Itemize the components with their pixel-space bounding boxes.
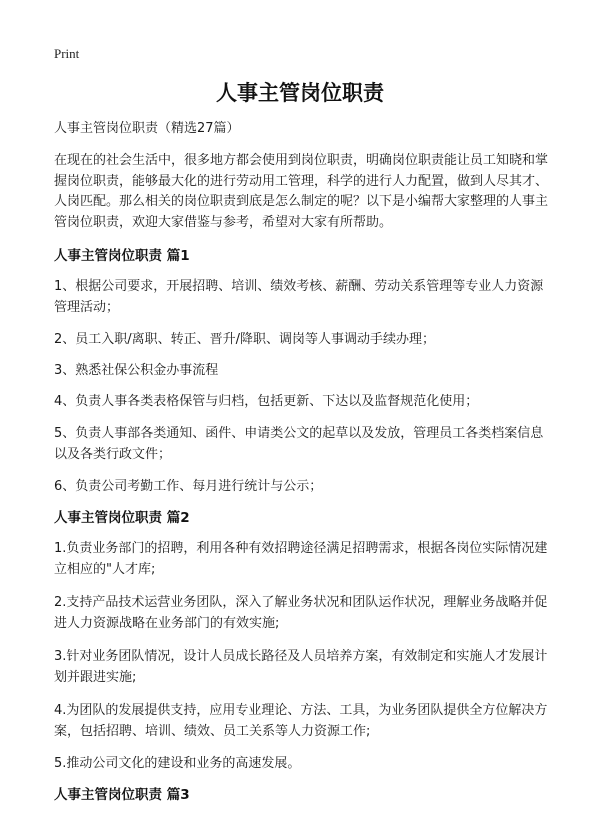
intro-paragraph: 在现在的社会生活中，很多地方都会使用到岗位职责，明确岗位职责能让员工知晓和掌握岗位职责，能够最大化的进行劳动用工管理，科学的进行人力配置，做到人尽其才、人岗匹配。那么相关的岗位职责到底是怎么制定的呢？以下是小编帮大家整理的人事主管岗位职责，欢迎大家借鉴与参考，希望对大家有所帮助。 xyxy=(54,153,549,230)
list-item: 4.为团队的发展提供支持，应用专业理论、方法、工具，为业务团队提供全方位解决方案，包括招聘、培训、绩效、员工关系等人力资源工作; xyxy=(54,703,548,739)
document-subtitle: 人事主管岗位职责（精选27篇） xyxy=(54,121,240,136)
list-item: 2.支持产品技术运营业务团队，深入了解业务状况和团队运作状况，理解业务战略并促进人力资源战略在业务部门的有效实施; xyxy=(54,595,548,631)
list-item: 6、负责公司考勤工作、每月进行统计与公示； xyxy=(54,479,323,494)
section-heading-3: 人事主管岗位职责 篇3 xyxy=(54,787,190,803)
list-item: 3、熟悉社保公积金办事流程 xyxy=(54,363,219,378)
print-link[interactable]: Print xyxy=(54,46,80,61)
list-item: 5、负责人事部各类通知、函件、申请类公文的起草以及发放，管理员工各类档案信息以及各类行政文件； xyxy=(54,426,544,462)
section-heading-1: 人事主管岗位职责 篇1 xyxy=(54,248,190,264)
list-item: 5.推动公司文化的建设和业务的高速发展。 xyxy=(54,756,301,771)
document-body xyxy=(54,121,550,816)
list-item: 2、员工入职/离职、转正、晋升/降职、调岗等人事调动手续办理； xyxy=(54,332,436,347)
section-heading-2: 人事主管岗位职责 篇2 xyxy=(54,510,190,526)
list-item: 1.负责业务部门的招聘，利用各种有效招聘途径满足招聘需求，根据各岗位实际情况建立相应的"人才库; xyxy=(54,541,548,577)
list-item: 3.针对业务团队情况，设计人员成长路径及人员培养方案，有效制定和实施人才发展计划并跟进实施; xyxy=(54,649,548,685)
page-title: 人事主管岗位职责 xyxy=(216,81,384,105)
list-item: 4、负责人事各类表格保管与归档，包括更新、下达以及监督规范化使用； xyxy=(54,394,479,409)
list-item: 1、根据公司要求，开展招聘、培训、绩效考核、薪酬、劳动关系管理等专业人力资源管理活动； xyxy=(54,279,544,315)
